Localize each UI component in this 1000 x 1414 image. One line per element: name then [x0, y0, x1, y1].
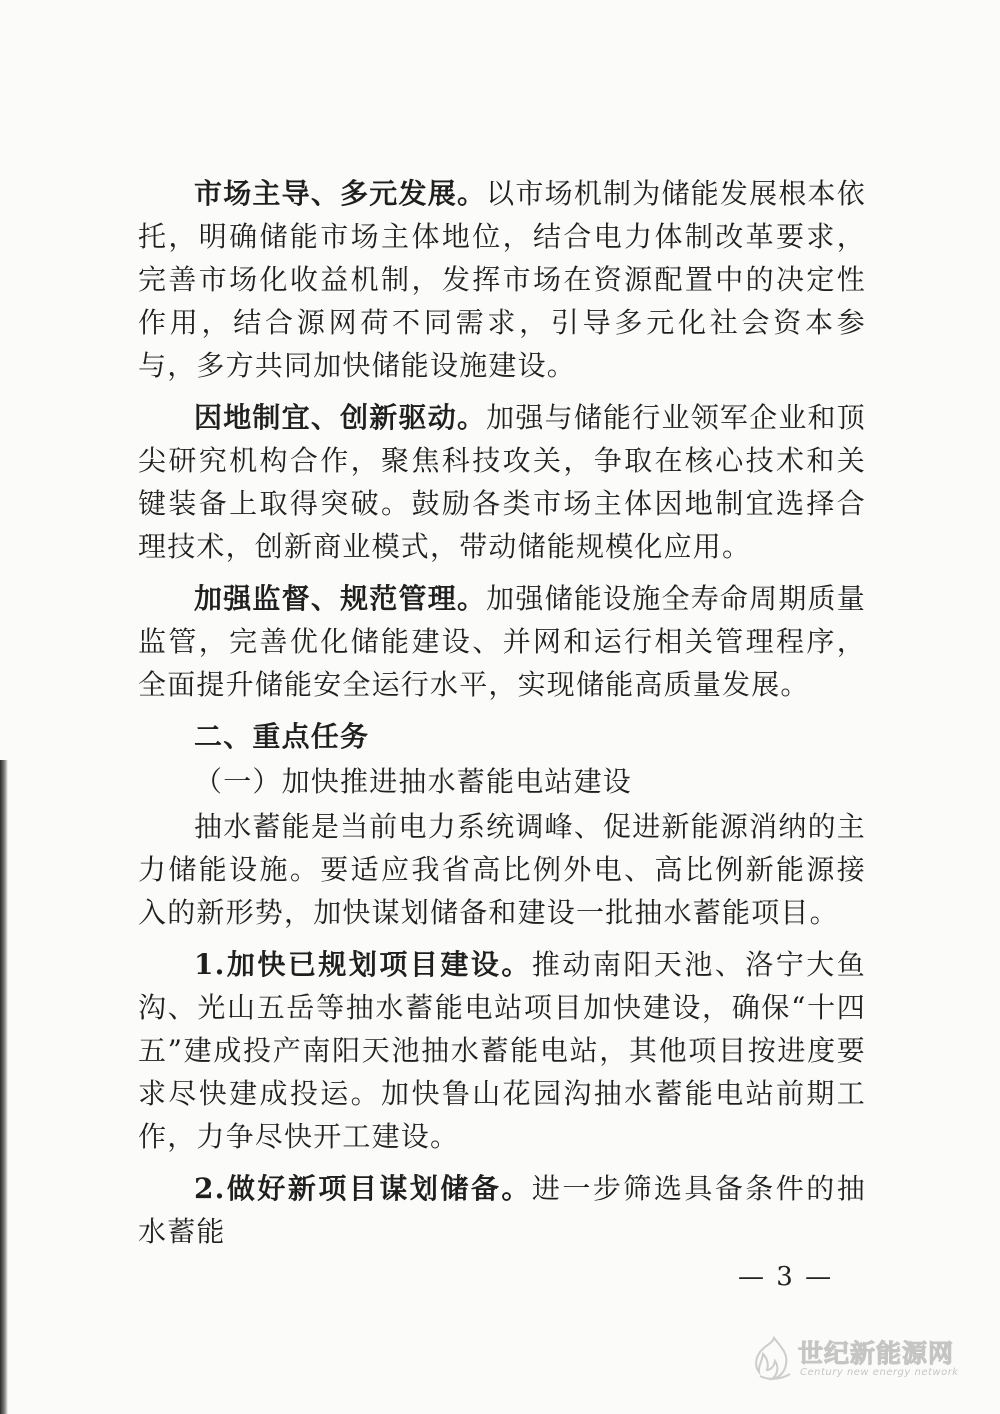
flame-logo-icon — [752, 1336, 796, 1382]
document-body — [138, 172, 866, 1255]
item-text: 进一步筛选具备条件的抽水蓄能 — [138, 1172, 866, 1248]
item-lead: 2.做好新项目谋划储备。 — [194, 1172, 532, 1205]
paragraph-text: 以市场机制为储能发展根本依托，明确储能市场主体地位，结合电力体制改革要求，完善市场化收益机制，发挥市场在资源配置中的决定性作用，结合源网荷不同需求，引导多元化社会资本参与，多方共同加快储能设施建设。 — [138, 177, 866, 382]
task-item-1 — [138, 943, 866, 1158]
scan-binding-edge — [0, 760, 8, 1414]
watermark-title: 世纪新能源网 — [798, 1339, 955, 1368]
paragraph-lead: 市场主导、多元发展。 — [194, 177, 487, 210]
paragraph-text: 加强储能设施全寿命周期质量监管，完善优化储能建设、并网和运行相关管理程序，全面提升储能安全运行水平，实现储能高质量发展。 — [138, 582, 866, 701]
task-item-2 — [138, 1167, 866, 1253]
subsection-heading: （一）加快推进抽水蓄能电站建设 — [194, 765, 633, 798]
site-watermark — [752, 1334, 988, 1386]
paragraph-lead: 因地制宜、创新驱动。 — [194, 401, 487, 434]
item-text: 推动南阳天池、洛宁大鱼沟、光山五岳等抽水蓄能电站项目加快建设，确保“十四五”建成投产南阳天池抽水蓄能电站，其他项目按进度要求尽快建成投运。加快鲁山花园沟抽水蓄能电站前期工作，力争尽快开工建设。 — [138, 948, 866, 1153]
principle-paragraph-1 — [138, 172, 866, 387]
section-heading: 二、重点任务 — [194, 720, 370, 753]
item-lead: 1.加快已规划项目建设。 — [194, 948, 532, 981]
watermark-subtitle: Century new energy network — [800, 1367, 959, 1378]
subsection-intro-paragraph: 抽水蓄能是当前电力系统调峰、促进新能源消纳的主力储能设施。要适应我省高比例外电、高比例新能源接入的新形势，加快谋划储备和建设一批抽水蓄能项目。 — [138, 810, 866, 929]
principle-paragraph-2 — [138, 396, 866, 568]
principle-paragraph-3 — [138, 577, 866, 706]
paragraph-lead: 加强监督、规范管理。 — [194, 582, 487, 615]
paragraph-text: 加强与储能行业领军企业和顶尖研究机构合作，聚焦科技攻关，争取在核心技术和关键装备上取得突破。鼓励各类市场主体因地制宜选择合理技术，创新商业模式，带动储能规模化应用。 — [138, 401, 866, 563]
page-number: — 3 — — [738, 1262, 834, 1292]
